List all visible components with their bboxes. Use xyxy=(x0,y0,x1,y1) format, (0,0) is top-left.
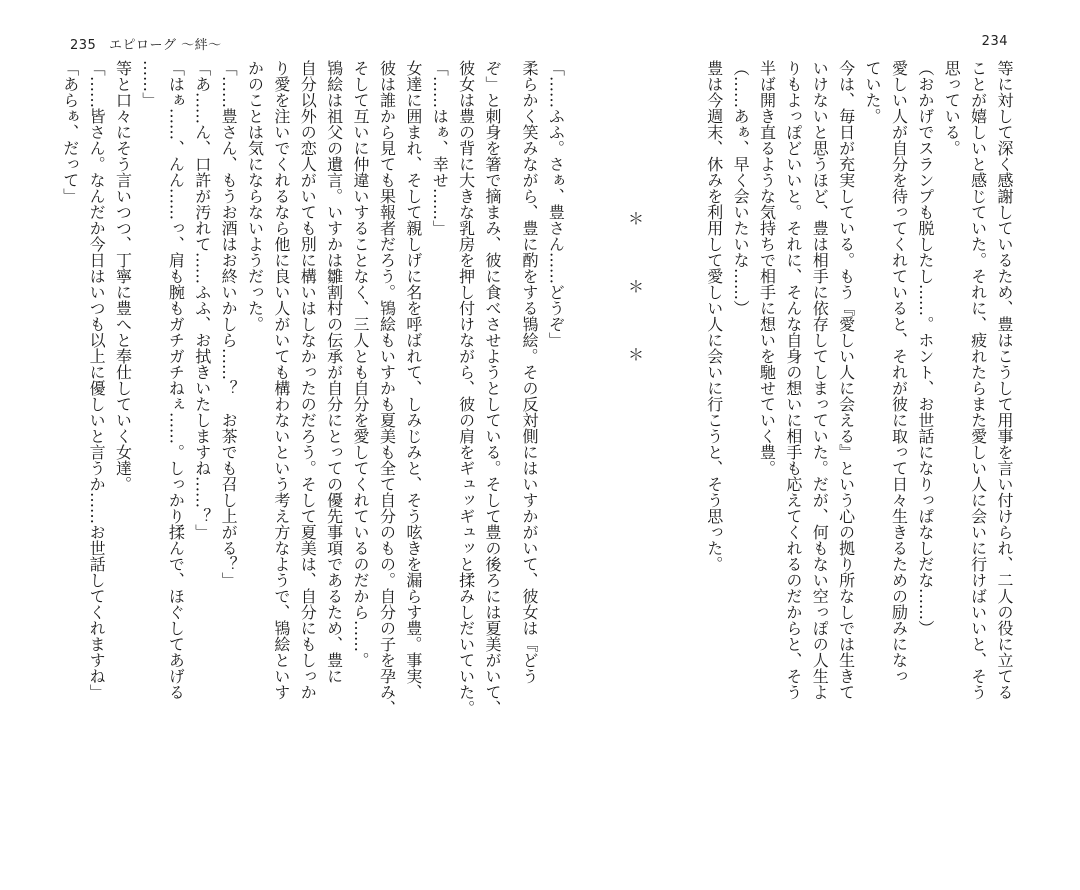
text-line: 彼女は豊の背に大きな乳房を押し付けながら、彼の肩をギュッギュッと揉みしだいていた。 xyxy=(456,60,476,716)
scene-break: ＊ ＊ ＊ xyxy=(625,210,645,380)
text-line: いけないと思うほど、豊は相手に依存してしまっていた。だが、何もない空っぽの人生よ xyxy=(810,60,830,700)
text-line: 彼は誰から見ても果報者だろう。鴇絵もいすかも夏美も全て自分のもの。自分の子を孕み、 xyxy=(377,60,397,716)
text-line xyxy=(643,60,669,740)
text-line: ことが嬉しいと感じていた。それに、疲れたらまた愛しい人に会いに行けばいいと、そう xyxy=(968,60,988,700)
text-line: ていた。 xyxy=(863,60,883,124)
text-line: 「あらぁ、だって」 xyxy=(60,60,80,204)
left-page xyxy=(0,0,540,761)
text-line: 鴇絵は祖父の遺言。いすかは雛割村の伝承が自分にとっての優先事項であるため、豊に xyxy=(324,60,344,684)
text-line: ぞ」と刺身を箸で摘まみ、彼に食べさせようとしている。そして豊の後ろには夏美がいて、 xyxy=(483,60,502,716)
text-line: かのことは気にならないようだった。 xyxy=(245,60,265,332)
text-line: （……あぁ、早く会いたいな……） xyxy=(731,60,751,316)
right-page-number: 234 xyxy=(981,34,1008,49)
text-line: 豊は今週末、休みを利用して愛しい人に会いに行こうと、そう思った。 xyxy=(704,60,724,572)
text-line: 「あ……ん、口許が汚れて……ふふ、お拭きいたしますね……？」 xyxy=(192,60,212,540)
text-line: り愛を注いでくれるなら他に良い人がいても構わないという考え方なようで、鴇絵といす xyxy=(271,60,291,700)
text-line: 「……はぁ、幸せ……」 xyxy=(430,60,450,236)
left-page-number: 235 xyxy=(70,38,97,53)
left-page-text xyxy=(51,60,500,740)
text-line: 愛しい人が自分を待ってくれていると、それが彼に取って日々生きるための励みになっ xyxy=(889,60,909,684)
text-line: りもよっぽどいいと。それに、そんな自身の想いに相手も応えてくれるのだからと、そう xyxy=(783,60,803,700)
running-title: エピローグ 〜絆〜 xyxy=(108,38,222,53)
right-page-text xyxy=(511,60,1012,740)
text-line: （おかげでスランプも脱したし……。ホント、お世話になりっぱなしだな……） xyxy=(915,60,935,636)
text-line: 「……豊さん、もうお酒はお終いかしら……？ お茶でも召し上がる？」 xyxy=(219,60,239,588)
text-line: 女達に囲まれ、そして親しげに名を呼ばれて、しみじみと、そう呟きを漏らす豊。事実、 xyxy=(403,60,423,700)
left-page-header xyxy=(70,34,222,53)
text-line: 半ば開き直るような気持ちで相手に想いを馳せていく豊。 xyxy=(757,60,777,476)
text-line: 等に対して深く感謝しているため、豊はこうして用事を言い付けられ、二人の役に立てる xyxy=(995,60,1014,700)
text-line: 思っている。 xyxy=(942,60,962,156)
text-line: そして互いに仲違いすることなく、三人とも自分を愛してくれているのだから……。 xyxy=(351,60,371,668)
text-line: 今は、毎日が充実している。もう『愛しい人に会える』という心の拠り所なしでは生きて xyxy=(836,60,856,700)
text-line: 「……皆さん。なんだか今日はいつも以上に優しいと言うか……お世話してくれますね」 xyxy=(87,60,107,700)
text-line xyxy=(563,60,589,740)
text-line: 等と口々にそう言いつつ、丁寧に豊へと奉仕していく女達。 xyxy=(113,60,133,492)
right-page xyxy=(519,0,1080,761)
text-line xyxy=(590,60,616,740)
text-line: 自分以外の恋人がいても別に構いはしなかったのだろう。そして夏美は、自分にもしっか xyxy=(298,60,318,700)
text-line: ……」 xyxy=(139,60,159,108)
text-line: 「……ふふ。さぁ、豊さん……どうぞ」 xyxy=(546,60,566,348)
text-line: 柔らかく笑みながら、豊に酌をする鴇絵。その反対側にはいすかがいて、彼女は『どう xyxy=(519,60,539,684)
text-line: 「はぁ……、んん……っ、肩も腕もガチガチねぇ……。しっかり揉んで、ほぐしてあげる xyxy=(166,60,186,700)
text-line xyxy=(669,60,695,740)
